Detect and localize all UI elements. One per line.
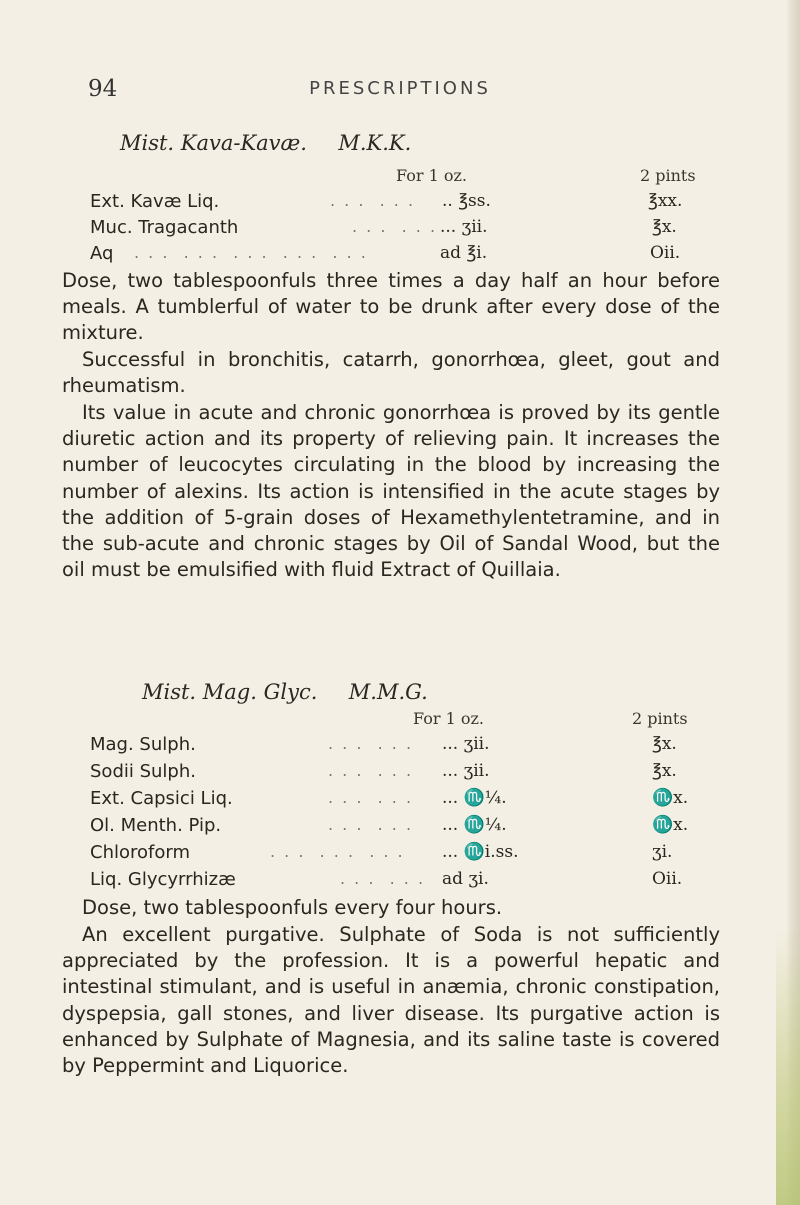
ingredient-name: Ol. Menth. Pip. bbox=[90, 815, 222, 836]
ingredient-name: Chloroform bbox=[90, 842, 190, 863]
indication-paragraph: Successful in bronchitis, catarrh, gonorrhœa, gleet, gout and rheumatism. bbox=[62, 348, 720, 398]
leader-dots: . . . . . . bbox=[328, 734, 414, 753]
formula-name: Mist. Mag. Glyc. bbox=[142, 680, 318, 704]
ingredient-row bbox=[90, 842, 720, 866]
ingredient-name: Ext. Kavæ Liq. bbox=[90, 191, 220, 212]
ingredient-name: Ext. Capsici Liq. bbox=[90, 788, 233, 809]
leader-dots: . . . . . . bbox=[330, 191, 416, 210]
quantity-small: ... ♏i.ss. bbox=[442, 842, 519, 862]
quantity-large: Oii. bbox=[652, 869, 683, 889]
page-number: 94 bbox=[88, 76, 118, 102]
ingredient-row bbox=[90, 217, 720, 241]
leader-dots: . . . . . . . . . bbox=[270, 842, 405, 861]
dose-paragraph: Dose, two tablespoonfuls three times a day half an hour before meals. A tumblerful of water to be drunk after every dose of the mixture. bbox=[62, 269, 720, 345]
quantity-large: ℥x. bbox=[652, 734, 677, 754]
leader-dots: . . . . . . bbox=[328, 761, 414, 780]
quantity-large: ℥xx. bbox=[648, 191, 683, 211]
page-header bbox=[80, 76, 720, 102]
quantity-large: Oii. bbox=[650, 243, 681, 263]
quantity-small: ... ʒii. bbox=[442, 761, 490, 781]
quantity-small: ... ʒii. bbox=[442, 734, 490, 754]
ingredient-row bbox=[90, 815, 720, 839]
ingredient-row bbox=[90, 243, 720, 267]
quantity-large: ʒi. bbox=[652, 842, 673, 862]
leader-dots: . . . . . . bbox=[328, 788, 414, 807]
formula-title bbox=[120, 131, 411, 155]
quantity-small: ... ʒii. bbox=[440, 217, 488, 237]
leader-dots: . . . . . . bbox=[328, 815, 414, 834]
ingredient-name: Muc. Tragacanth bbox=[90, 217, 239, 238]
formula-abbreviation: M.K.K. bbox=[338, 131, 412, 155]
ingredient-row bbox=[90, 191, 720, 215]
leader-dots: . . . . . . . . . . . . . . . bbox=[134, 243, 368, 262]
page-stain bbox=[776, 930, 800, 1205]
dose-paragraph: Dose, two tablespoonfuls every four hours. bbox=[82, 896, 503, 919]
quantity-small: ad ʒi. bbox=[442, 869, 489, 889]
ingredient-row bbox=[90, 761, 720, 785]
description-paragraph: Its value in acute and chronic gonorrhœa is proved by its gentle diuretic action and its property of relieving pain. It increases the number of leucocytes circulating in the blood by increasing the number of alexins. Its action is intensified in the acute stages by the addition of 5-grain doses of Hexamethylentetramine, and in the sub-acute and chronic stages by Oil of Sandal Wood, but the oil must be emulsified with fluid Extract of Quillaia. bbox=[62, 401, 720, 582]
column-header-large: 2 pints bbox=[632, 709, 688, 728]
quantity-large: ♏x. bbox=[652, 788, 689, 808]
ingredient-name: Aq bbox=[90, 243, 114, 264]
ingredient-name: Liq. Glycyrrhizæ bbox=[90, 869, 236, 890]
ingredient-row bbox=[90, 788, 720, 812]
quantity-small: .. ℥ss. bbox=[442, 191, 491, 211]
description-paragraph: An excellent purgative. Sulphate of Soda is not sufficiently appreciated by the profession. It is a powerful hepatic and intestinal stimulant, and is useful in anæmia, chronic constipation, dyspepsia, gall stones, and liver disease. Its purgative action is enhanced by Sulphate of Magnesia, and its saline taste is covered by Peppermint and Liquorice. bbox=[62, 923, 720, 1078]
ingredient-row bbox=[90, 869, 720, 893]
quantity-large: ℥x. bbox=[652, 217, 677, 237]
ingredient-row bbox=[90, 734, 720, 758]
quantity-large: ♏x. bbox=[652, 815, 689, 835]
column-header-small: For 1 oz. bbox=[413, 709, 485, 728]
ingredient-name: Sodii Sulph. bbox=[90, 761, 196, 782]
column-header-small: For 1 oz. bbox=[396, 166, 468, 185]
running-title: PRESCRIPTIONS bbox=[309, 78, 491, 99]
quantity-large: ℥x. bbox=[652, 761, 677, 781]
formula-title bbox=[142, 680, 428, 704]
quantity-small: ... ♏¼. bbox=[442, 815, 507, 835]
leader-dots: . . . . . . bbox=[340, 869, 426, 888]
column-header-large: 2 pints bbox=[640, 166, 696, 185]
formula-abbreviation: M.M.G. bbox=[348, 680, 428, 704]
ingredient-name: Mag. Sulph. bbox=[90, 734, 196, 755]
quantity-small: ad ℥i. bbox=[440, 243, 488, 263]
formula-name: Mist. Kava-Kavæ. bbox=[120, 131, 307, 155]
quantity-small: ... ♏¼. bbox=[442, 788, 507, 808]
leader-dots: . . . . . . bbox=[352, 217, 438, 236]
